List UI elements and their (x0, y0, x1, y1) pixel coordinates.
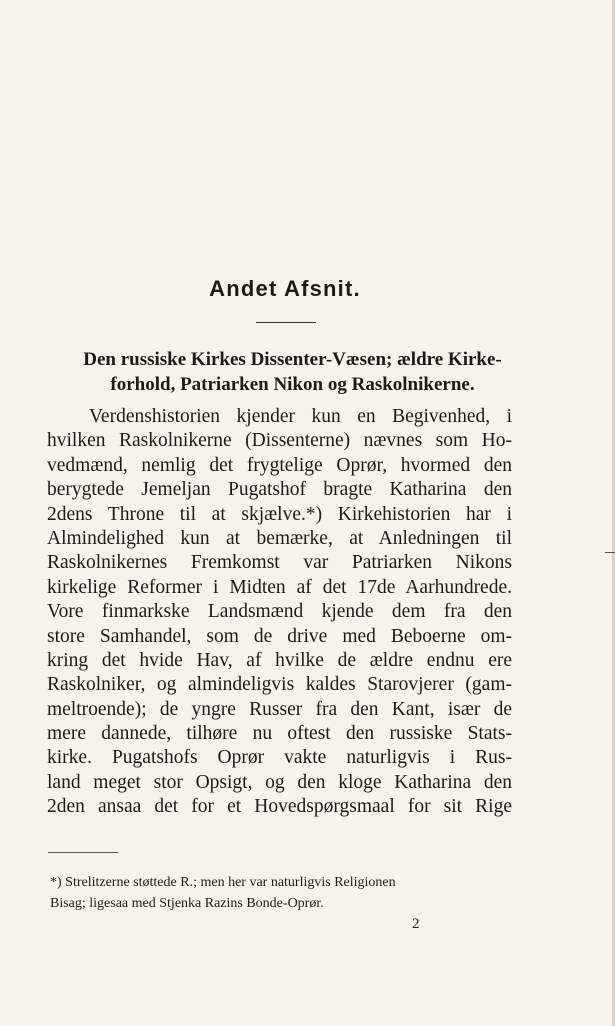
section-heading: Andet Afsnit. (209, 276, 361, 301)
text-line: Raskolniker, og almindeligvis kaldes Starovjerer (gam- (47, 674, 512, 696)
text-line: berygtede Jemeljan Pugatshof bragte Katharina den (47, 479, 512, 501)
text-line: Raskolnikernes Fremkomst var Patriarken Nikons (47, 552, 512, 574)
subtitle-line: Den russiske Kirkes Dissenter-Væsen; ældre Kirke- (83, 349, 502, 370)
text-line: 2dens Throne til at skjælve.*) Kirkehistorien har i (47, 503, 512, 525)
text-line: mere dannede, tilhøre nu oftest den russiske Stats- (47, 723, 512, 745)
text-line: hvilken Raskolnikerne (Dissenterne) nævnes som Ho- (47, 430, 512, 452)
section-subtitle (40, 347, 545, 397)
subtitle-line: forhold, Patriarken Nikon og Raskolnikerne. (110, 374, 475, 395)
text-line: Almindelighed kun at bemærke, at Anledningen til (47, 527, 512, 549)
text-line: meltroende); de yngre Russer fra den Kant, især de (47, 698, 512, 720)
text-line: Verdenshistorien kjender kun en Begivenhed, i (89, 406, 512, 427)
footnote-rule (48, 852, 118, 853)
footnote-line: Bisag; ligesaa med Stjenka Razins Bonde-Oprør. (50, 896, 324, 911)
body-text (47, 405, 512, 820)
text-line: store Samhandel, som de drive med Beboerne om- (47, 625, 512, 647)
text-line: vedmænd, nemlig det frygtelige Oprør, hvormed den (47, 454, 512, 476)
margin-tick (605, 552, 615, 553)
text-line: kirke. Pugatshofs Oprør vakte naturligvis i Rus- (47, 747, 512, 769)
text-line: Vore finmarkske Landsmænd kjende dem fra den (47, 601, 512, 623)
text-line: 2den ansaa det for et Hovedspørgsmaal for sit Rige (47, 796, 512, 818)
page-number: 2 (412, 916, 420, 932)
text-line: kring det hvide Hav, af hvilke de ældre endnu ere (47, 649, 512, 671)
text-line: kirkelige Reformer i Midten af det 17de Aarhundrede. (47, 576, 512, 598)
text-line: land meget stor Opsigt, og den kloge Katharina den (47, 771, 512, 793)
heading-rule (256, 322, 316, 323)
footnote (50, 872, 520, 914)
footnote-line: *) Strelitzerne støttede R.; men her var naturligvis Religionen (50, 875, 396, 890)
